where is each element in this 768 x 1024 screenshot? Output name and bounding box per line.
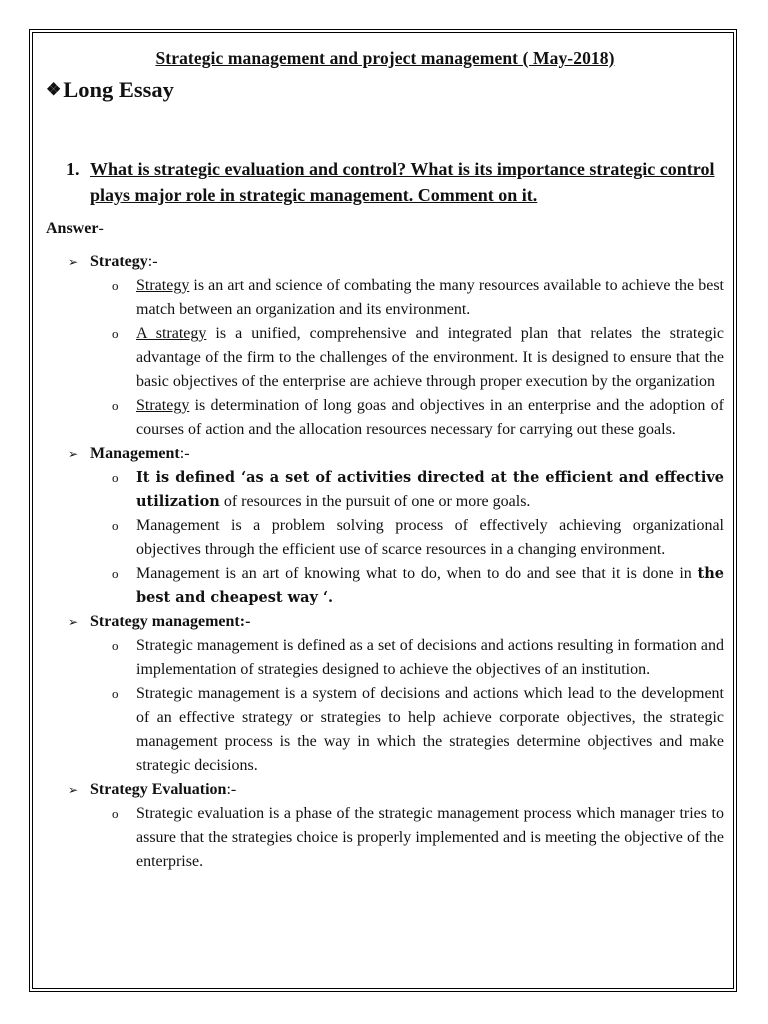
circle-bullet-icon: o (112, 638, 119, 653)
section-heading (68, 442, 724, 466)
list-item (112, 394, 724, 442)
item-text: Management is a problem solving process of effectively achieving organizational objectives through the efficient use of scarce resources in a changing environment. (136, 517, 724, 558)
bold-text: It is defined ‘as a set of activities directed at the efficient and effective utilization (136, 469, 724, 510)
list-item (112, 322, 724, 394)
page-title: Strategic management and project management ( May-2018) (155, 48, 615, 68)
arrow-bullet-icon: ➢ (68, 782, 79, 797)
item-text: is a unified, comprehensive and integrated plan that relates the strategic advantage of the firm to the challenges of the environment. It is designed to ensure that the basic objectives of the enterprise are achieve through proper execution by the organization (136, 325, 724, 390)
section-suffix: :- (226, 781, 237, 798)
long-essay-label: Long Essay (63, 77, 174, 102)
bullet-list (112, 274, 724, 442)
diamond-asterisk-icon: ❖ (46, 80, 62, 99)
list-item (112, 802, 724, 874)
underlined-term: Strategy (136, 397, 190, 414)
answer-label-text: Answer (46, 220, 99, 237)
list-item (112, 682, 724, 778)
item-text: Management is an art of knowing what to do, when to do and see that it is done in (136, 565, 698, 582)
section-management (46, 442, 724, 610)
item-text: is an art and science of combating the many resources available to achieve the best match between an organization and its environment. (136, 277, 724, 318)
section-label: Strategy Evaluation (90, 781, 227, 798)
underlined-term: A strategy (136, 325, 207, 342)
circle-bullet-icon: o (112, 566, 119, 581)
item-text: Strategic management is a system of decisions and actions which lead to the development of an effective strategy or strategies to help achieve corporate objectives, the strategic management process is the way in which the strategies determine objectives and make strategic decisions. (136, 685, 724, 774)
section-label: Strategy management (90, 613, 240, 630)
circle-bullet-icon: o (112, 470, 119, 485)
circle-bullet-icon: o (112, 686, 119, 701)
question-text: What is strategic evaluation and control? What is its importance strategic control plays major role in strategic management. Comment on it. (90, 159, 715, 205)
arrow-bullet-icon: ➢ (68, 614, 79, 629)
section-suffix: :- (239, 613, 251, 630)
question-1 (66, 156, 724, 208)
section-suffix: :- (179, 445, 190, 462)
list-item (112, 562, 724, 610)
list-item (112, 634, 724, 682)
circle-bullet-icon: o (112, 806, 119, 821)
arrow-bullet-icon: ➢ (68, 254, 79, 269)
bullet-list (112, 802, 724, 874)
answer-label (46, 220, 724, 238)
section-label: Management (90, 445, 180, 462)
list-item (112, 466, 724, 514)
question-number: 1. (66, 159, 80, 179)
answer-dash: - (98, 220, 104, 237)
section-heading (68, 250, 724, 274)
circle-bullet-icon: o (112, 398, 119, 413)
list-item (112, 274, 724, 322)
arrow-bullet-icon: ➢ (68, 446, 79, 461)
document-content (46, 46, 724, 874)
circle-bullet-icon: o (112, 326, 119, 341)
section-strategy-evaluation (46, 778, 724, 874)
item-text: Strategic evaluation is a phase of the strategic management process which manager tries to assure that the strategies choice is properly implemented and is meeting the objective of the enterprise. (136, 805, 724, 870)
underlined-term: Strategy (136, 277, 190, 294)
list-item (112, 514, 724, 562)
item-text: Strategic management is defined as a set of decisions and actions resulting in formation and implementation of strategies designed to achieve the objectives of an institution. (136, 637, 724, 678)
section-strategy (46, 250, 724, 442)
long-essay-heading (46, 77, 724, 103)
bullet-list (112, 634, 724, 778)
item-text: of resources in the pursuit of one or more goals. (219, 493, 531, 510)
bold-text: the best and cheapest way ‘. (136, 565, 724, 606)
item-text: is determination of long goas and objectives in an enterprise and the adoption of courses of action and the allocation resources necessary for carrying out these goals. (136, 397, 724, 438)
circle-bullet-icon: o (112, 278, 119, 293)
bullet-list (112, 466, 724, 610)
circle-bullet-icon: o (112, 518, 119, 533)
section-label: Strategy (90, 253, 148, 270)
section-strategy-management (46, 610, 724, 778)
section-heading (68, 610, 724, 634)
section-heading (68, 778, 724, 802)
section-suffix: :- (147, 253, 158, 270)
